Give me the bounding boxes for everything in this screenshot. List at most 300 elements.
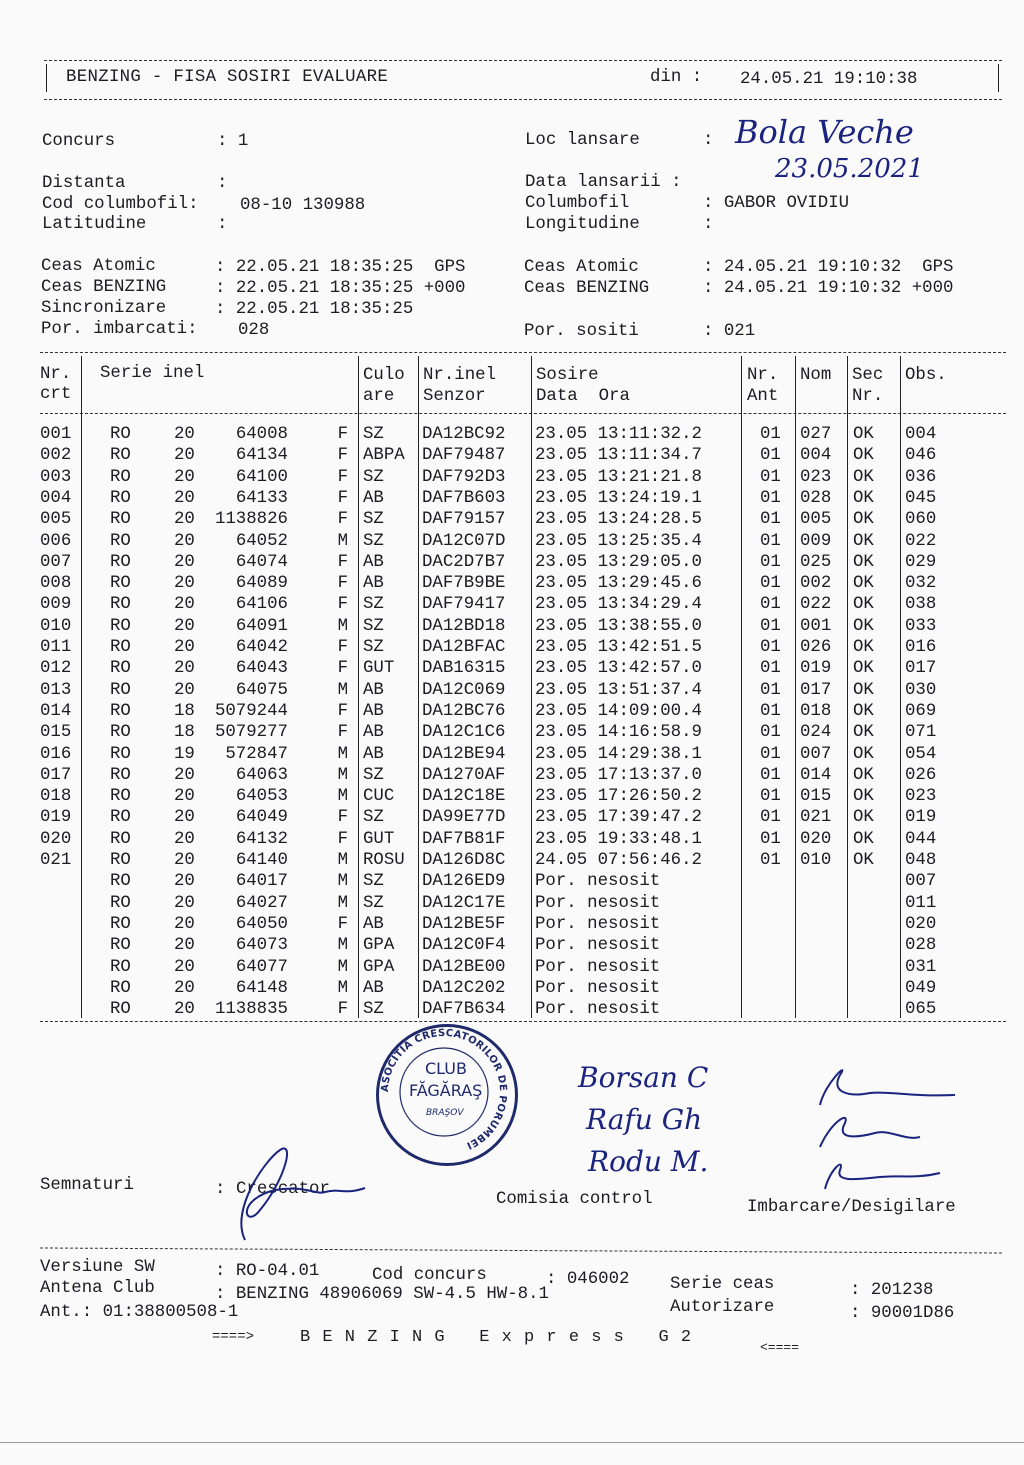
din-value: 24.05.21 19:10:38 [740,70,918,89]
cell-an: 20 [174,787,195,807]
cell-sec: OK [853,616,874,636]
cell-inel: 64134 [235,446,288,466]
cell-sex: M [337,893,348,913]
cell-inel: 64074 [235,552,288,572]
table-row [0,830,1024,851]
ceas-benzing-end-label: Ceas BENZING [524,279,650,298]
ceas-atomic-start-label: Ceas Atomic [41,257,156,276]
table-row [0,574,1024,595]
ceas-atomic-end-value: : 24.05.21 19:10:32 GPS [703,258,954,277]
cell-sex: F [337,659,348,679]
table-row [0,936,1024,957]
table-row [0,681,1024,702]
cell-obs: 044 [905,829,937,849]
cell-sec: OK [853,425,874,444]
cell-sex: M [337,851,348,870]
cell-nom: 009 [800,531,832,551]
cell-sosire: 23.05 13:29:05.0 [535,552,702,572]
cell-senzor: DA12BD18 [422,616,506,636]
cell-inel: 64063 [235,765,288,785]
cell-an: 20 [174,851,195,870]
cell-culoare: SZ [363,531,384,551]
cell-culoare: SZ [363,1000,384,1020]
cell-sosire: Por. nesosit [535,893,661,913]
header-sec-1: Sec [852,366,884,385]
svg-text:ASOCITIA CRESCATORILOR DE PORU: ASOCITIA CRESCATORILOR DE PORUMBEI [379,1027,509,1151]
cell-sosire: 23.05 13:42:51.5 [535,638,702,657]
cell-culoare: GPA [363,936,395,956]
cell-an: 20 [174,765,195,785]
cell-obs: 038 [905,595,937,615]
table-row [0,489,1024,510]
cell-sosire: Por. nesosit [535,936,661,956]
cell-sosire: 24.05 07:56:46.2 [535,851,702,870]
cell-inel: 64049 [235,808,288,828]
ceas-benzing-end-value: : 24.05.21 19:10:32 +000 [703,279,954,298]
page-title: BENZING - FISA SOSIRI EVALUARE [66,68,389,87]
header-culoare-1: Culo [363,366,405,385]
cell-senzor: DA12BC76 [422,701,506,721]
cell-nr: 001 [40,425,72,444]
header-sec-2: Nr. [852,387,884,406]
cell-ant: 01 [760,701,781,721]
cell-sosire: 23.05 13:29:45.6 [535,574,702,594]
cell-culoare: SZ [363,893,384,913]
stamp-brasov: BRAŞOV [426,1108,464,1118]
cell-sosire: 23.05 13:24:19.1 [535,488,702,508]
cell-senzor: DA12C1C6 [422,723,506,743]
cell-nom: 010 [800,851,832,870]
cell-sosire: 23.05 13:42:57.0 [535,659,702,679]
comisia-label: Comisia control [496,1190,653,1209]
cell-sex: F [337,574,348,594]
cell-sec: OK [853,765,874,785]
distanta-value: : [217,174,228,193]
header-bottom-border [44,99,1002,100]
cell-sec: OK [853,744,874,764]
cod-concurs-label: Cod concurs [372,1266,487,1285]
cell-sex: F [337,1000,348,1020]
cell-ant: 01 [760,552,781,572]
cell-obs: 007 [905,872,937,892]
cell-obs: 060 [905,510,937,530]
cell-inel: 64073 [235,936,288,956]
cell-obs: 069 [905,701,937,721]
cell-culoare: AB [363,723,384,743]
versiune-label: Versiune SW [40,1258,155,1277]
ceas-atomic-end-label: Ceas Atomic [524,258,639,277]
cell-ant: 01 [760,446,781,466]
cell-nr: 007 [40,552,72,572]
cell-nom: 018 [800,701,832,721]
cell-sex: M [337,765,348,785]
comisia-name-2: Rafu Gh [586,1103,703,1136]
cell-culoare: SZ [363,638,384,657]
cell-nom: 027 [800,425,832,444]
cell-inel: 64075 [235,680,288,700]
cell-obs: 071 [905,723,937,743]
header-senzor-2: Senzor [423,387,486,406]
cell-obs: 046 [905,446,937,466]
cell-obs: 026 [905,765,937,785]
cell-sec: OK [853,787,874,807]
cell-obs: 033 [905,616,937,636]
cell-inel: 64052 [235,531,288,551]
cell-sec: OK [853,638,874,657]
data-lansarii-label: Data lansarii : [525,173,682,192]
cell-sex: M [337,978,348,998]
cell-culoare: CUC [363,787,395,807]
cell-sosire: Por. nesosit [535,1000,661,1020]
cell-obs: 022 [905,531,937,551]
cell-sec: OK [853,808,874,828]
cell-inel: 64050 [235,914,288,934]
cell-sec: OK [853,467,874,487]
header-top-border [44,60,1002,61]
cell-sosire: 23.05 13:21:21.8 [535,467,702,487]
cell-sex: F [337,723,348,743]
cell-obs: 054 [905,744,937,764]
cell-ant: 01 [760,638,781,657]
comisia-name-1: Borsan C [578,1061,709,1094]
cell-nom: 001 [800,616,832,636]
cell-tara: RO [110,893,131,913]
cell-senzor: DA1270AF [422,765,506,785]
cell-inel: 64008 [235,425,288,444]
cell-senzor: DAF7B9BE [422,574,506,594]
header-senzor-1: Nr.inel [423,366,497,385]
header-obs: Obs. [905,366,947,385]
cell-senzor: DA12C202 [422,978,506,998]
cell-ant: 01 [760,787,781,807]
cell-sex: F [337,488,348,508]
cell-senzor: DAF7B81F [422,829,506,849]
header-nom: Nom [800,366,832,385]
header-sosire-1: Sosire [536,366,599,385]
cell-sec: OK [853,510,874,530]
cell-tara: RO [110,680,131,700]
cell-senzor: DA126D8C [422,851,506,870]
club-stamp [376,1024,518,1166]
cell-inel: 64133 [235,488,288,508]
table-row [0,745,1024,766]
autorizare-value: : 90001D86 [850,1304,955,1323]
cell-inel: 64091 [235,616,288,636]
cell-obs: 011 [905,893,937,913]
cell-sosire: 23.05 13:51:37.4 [535,680,702,700]
cell-senzor: DAF79157 [422,510,506,530]
cell-inel: 64043 [235,659,288,679]
cell-nr: 020 [40,829,72,849]
table-header-border [40,413,1006,414]
cell-inel: 1138826 [214,510,288,530]
cell-obs: 030 [905,680,937,700]
cell-ant: 01 [760,829,781,849]
serie-ceas-value: : 201238 [850,1281,934,1300]
cell-tara: RO [110,552,131,572]
cell-nom: 004 [800,446,832,466]
cell-an: 20 [174,638,195,657]
header-ant-2: Ant [747,387,779,406]
cell-an: 20 [174,936,195,956]
cell-nom: 019 [800,659,832,679]
ceas-benzing-start-value: : 22.05.21 18:35:25 +000 [215,279,466,298]
cell-culoare: AB [363,552,384,572]
cell-sex: F [337,595,348,615]
header-nr: Nr. [40,365,72,384]
cell-obs: 032 [905,574,937,594]
cell-an: 20 [174,425,195,444]
cell-nom: 015 [800,787,832,807]
cell-an: 20 [174,488,195,508]
cell-obs: 028 [905,936,937,956]
table-row [0,532,1024,553]
cell-tara: RO [110,616,131,636]
cell-sex: F [337,467,348,487]
crescator-label: Crescator [236,1180,330,1199]
header-ant-1: Nr. [747,366,779,385]
table-row [0,872,1024,893]
concurs-label: Concurs [42,132,116,151]
cell-ant: 01 [760,723,781,743]
cod-concurs-value: : 046002 [546,1270,630,1289]
header-crt: crt [40,385,72,404]
cell-culoare: AB [363,978,384,998]
cell-inel: 64053 [235,787,288,807]
cell-senzor: DA12C0F4 [422,936,506,956]
cell-sosire: 23.05 19:33:48.1 [535,829,702,849]
table-row [0,553,1024,574]
cell-nom: 024 [800,723,832,743]
cell-nom: 014 [800,765,832,785]
cell-obs: 049 [905,978,937,998]
table-row [0,659,1024,680]
semnaturi-colon: : [215,1180,226,1199]
loc-lansare-label: Loc lansare [525,131,640,150]
antena-label: Antena Club [40,1279,155,1298]
cell-ant: 01 [760,595,781,615]
cell-an: 18 [174,701,195,721]
cell-inel: 64106 [235,595,288,615]
cell-sosire: Por. nesosit [535,978,661,998]
cell-culoare: AB [363,744,384,764]
cell-sosire: 23.05 14:16:58.9 [535,723,702,743]
cell-sex: M [337,936,348,956]
cell-sosire: 23.05 13:25:35.4 [535,531,702,551]
cell-tara: RO [110,808,131,828]
autorizare-label: Autorizare [670,1298,775,1317]
cell-nom: 022 [800,595,832,615]
cell-obs: 016 [905,638,937,657]
cell-an: 20 [174,616,195,636]
cell-sec: OK [853,851,874,870]
cell-senzor: DA99E77D [422,808,506,828]
cell-sex: F [337,808,348,828]
cell-obs: 023 [905,787,937,807]
loc-lansare-handwritten: Bola Veche [735,113,914,151]
cell-sec: OK [853,446,874,466]
cell-tara: RO [110,936,131,956]
table-top-border [40,352,1006,353]
page-edge [0,1442,1024,1443]
cell-tara: RO [110,446,131,466]
cell-senzor: DAC2D7B7 [422,552,506,572]
table-row [0,617,1024,638]
cell-culoare: SZ [363,467,384,487]
cell-ant: 01 [760,488,781,508]
banner-arrow-left: ====> [212,1329,255,1345]
table-row [0,638,1024,659]
cell-nr: 013 [40,680,72,700]
cell-sosire: Por. nesosit [535,914,661,934]
cell-an: 20 [174,446,195,466]
cell-sec: OK [853,552,874,572]
cell-ant: 01 [760,574,781,594]
cell-senzor: DAF79487 [422,446,506,466]
cell-sosire: 23.05 13:11:32.2 [535,425,702,444]
cell-sec: OK [853,574,874,594]
table-row [0,915,1024,936]
header-serie-inel: Serie inel [100,364,205,383]
cell-senzor: DA12C069 [422,680,506,700]
cell-sex: F [337,510,348,530]
cell-an: 20 [174,595,195,615]
cell-obs: 065 [905,1000,937,1020]
cell-culoare: SZ [363,872,384,892]
din-label: din : [650,68,703,87]
cell-an: 20 [174,808,195,828]
stamp-fagaras: FĂGĂRAŞ [409,1081,483,1100]
cell-senzor: DA12C18E [422,787,506,807]
cell-culoare: AB [363,680,384,700]
cell-nr: 017 [40,765,72,785]
cell-sosire: 23.05 14:09:00.4 [535,701,702,721]
cell-tara: RO [110,531,131,551]
cell-an: 20 [174,978,195,998]
cell-culoare: SZ [363,765,384,785]
ceas-benzing-start-label: Ceas BENZING [41,278,167,297]
cell-obs: 004 [905,425,937,444]
cell-an: 20 [174,531,195,551]
cell-an: 20 [174,872,195,892]
sincronizare-label: Sincronizare [41,299,167,318]
cell-senzor: DA126ED9 [422,872,506,892]
table-row [0,446,1024,467]
cell-tara: RO [110,978,131,998]
cell-culoare: SZ [363,510,384,530]
cell-tara: RO [110,467,131,487]
cell-nr: 019 [40,808,72,828]
cell-culoare: SZ [363,595,384,615]
longitudine-value: : [703,215,714,234]
cell-senzor: DAF7B603 [422,488,506,508]
cell-ant: 01 [760,510,781,530]
cell-ant: 01 [760,467,781,487]
table-row [0,510,1024,531]
cell-an: 20 [174,552,195,572]
table-row [0,1000,1024,1021]
cell-nom: 007 [800,744,832,764]
cell-an: 20 [174,659,195,679]
cell-nr: 005 [40,510,72,530]
cell-an: 19 [174,744,195,764]
cell-tara: RO [110,765,131,785]
cell-sosire: 23.05 14:29:38.1 [535,744,702,764]
cell-sex: F [337,552,348,572]
header-left-border [46,64,47,92]
cell-senzor: DAF7B634 [422,1000,506,1020]
cell-an: 20 [174,680,195,700]
cell-inel: 64027 [235,893,288,913]
header-sosire-2: Data Ora [536,387,630,406]
cell-obs: 045 [905,488,937,508]
cell-ant: 01 [760,616,781,636]
cell-sex: F [337,638,348,657]
cell-sosire: 23.05 13:24:28.5 [535,510,702,530]
cell-nom: 017 [800,680,832,700]
table-row [0,702,1024,723]
cell-inel: 1138835 [214,1000,288,1020]
cell-nr: 010 [40,616,72,636]
cell-an: 20 [174,1000,195,1020]
table-row [0,979,1024,1000]
cell-tara: RO [110,701,131,721]
cell-tara: RO [110,723,131,743]
cell-inel: 64140 [235,851,288,870]
cell-culoare: AB [363,914,384,934]
cell-culoare: SZ [363,808,384,828]
cell-ant: 01 [760,808,781,828]
cell-culoare: GPA [363,957,395,977]
cell-nr: 003 [40,467,72,487]
cell-nom: 002 [800,574,832,594]
cell-sec: OK [853,680,874,700]
cell-inel: 64017 [235,872,288,892]
semnaturi-label: Semnaturi [40,1176,134,1195]
cell-tara: RO [110,914,131,934]
cell-inel: 64132 [235,829,288,849]
cell-sex: M [337,531,348,551]
cell-sex: M [337,616,348,636]
cell-inel: 5079244 [214,701,288,721]
cell-nom: 026 [800,638,832,657]
cell-sosire: 23.05 17:26:50.2 [535,787,702,807]
cell-ant: 01 [760,765,781,785]
cell-sex: F [337,446,348,466]
cell-nom: 028 [800,488,832,508]
cell-nr: 014 [40,701,72,721]
cell-senzor: DA12C07D [422,531,506,551]
cell-nom: 020 [800,829,832,849]
cell-nr: 008 [40,574,72,594]
cell-sosire: 23.05 13:38:55.0 [535,616,702,636]
antena-id: Ant.: 01:38800508-1 [40,1303,239,1322]
cell-tara: RO [110,488,131,508]
cell-nr: 006 [40,531,72,551]
cod-columbofil-label: Cod columbofil: [42,195,199,214]
columbofil-value: : GABOR OVIDIU [703,194,850,213]
cell-nr: 011 [40,638,72,657]
imbarcati-value: 028 [238,321,270,340]
cell-tara: RO [110,1000,131,1020]
banner-title: B E N Z I N G E x p r e s s G 2 [300,1328,693,1347]
cell-nr: 004 [40,488,72,508]
cell-ant: 01 [760,659,781,679]
cell-sex: M [337,872,348,892]
imbarcare-signatures [790,1055,970,1195]
cell-culoare: GUT [363,659,395,679]
cell-ant: 01 [760,851,781,870]
